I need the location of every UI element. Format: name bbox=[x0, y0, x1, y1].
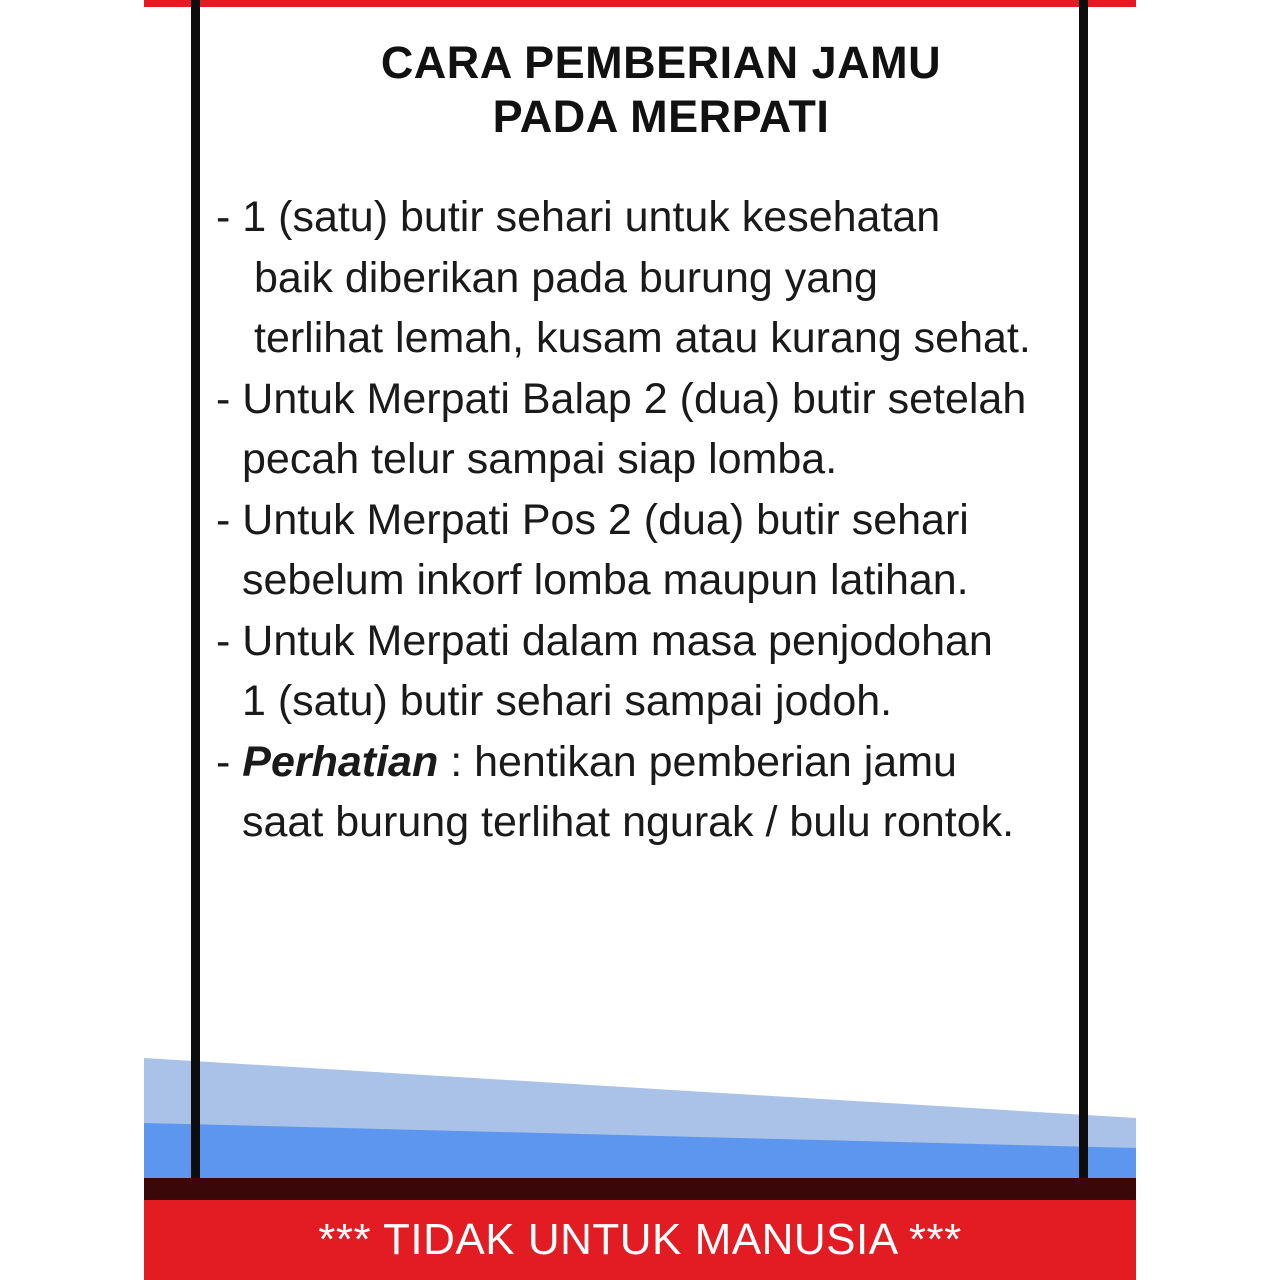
instruction-line: - 1 (satu) butir sehari untuk kesehatan bbox=[216, 193, 941, 241]
instruction-line: - Untuk Merpati Balap 2 (dua) butir setelah bbox=[216, 374, 1027, 423]
instruction-line: pecah telur sampai siap lomba. bbox=[242, 435, 838, 483]
instruction-line: - Untuk Merpati Pos 2 (dua) butir sehari bbox=[216, 495, 969, 544]
instruction-item bbox=[216, 187, 1076, 369]
instruction-item bbox=[216, 611, 1076, 732]
instruction-line: sebelum inkorf lomba maupun latihan. bbox=[242, 556, 969, 604]
footer-warning-text: *** TIDAK UNTUK MANUSIA *** bbox=[318, 1215, 962, 1264]
instruction-item-warning bbox=[216, 732, 1076, 853]
title-line-2: PADA MERPATI bbox=[492, 91, 830, 142]
instruction-line: saat burung terlihat ngurak / bulu rontok. bbox=[242, 798, 1015, 846]
page-title bbox=[228, 36, 1094, 144]
poster bbox=[144, 0, 1136, 1280]
warning-emphasis: Perhatian bbox=[242, 737, 439, 786]
instruction-line: 1 (satu) butir sehari sampai jodoh. bbox=[242, 677, 893, 725]
bottom-dark-strip bbox=[144, 1178, 1136, 1200]
title-line-1: CARA PEMBERIAN JAMU bbox=[380, 37, 942, 88]
instruction-line bbox=[216, 732, 1076, 793]
instruction-line: terlihat lemah, kusam atau kurang sehat. bbox=[254, 314, 1031, 362]
instruction-line: baik diberikan pada burung yang bbox=[254, 253, 878, 302]
footer-warning-banner bbox=[144, 1200, 1136, 1280]
instruction-list bbox=[216, 187, 1076, 853]
warning-text: : hentikan pemberian jamu bbox=[438, 737, 957, 786]
instruction-item bbox=[216, 369, 1076, 490]
warning-prefix: - bbox=[216, 737, 243, 786]
right-post bbox=[1079, 0, 1088, 1180]
left-post bbox=[191, 0, 200, 1180]
instruction-item bbox=[216, 490, 1076, 611]
instruction-line: - Untuk Merpati dalam masa penjodohan bbox=[216, 616, 993, 665]
